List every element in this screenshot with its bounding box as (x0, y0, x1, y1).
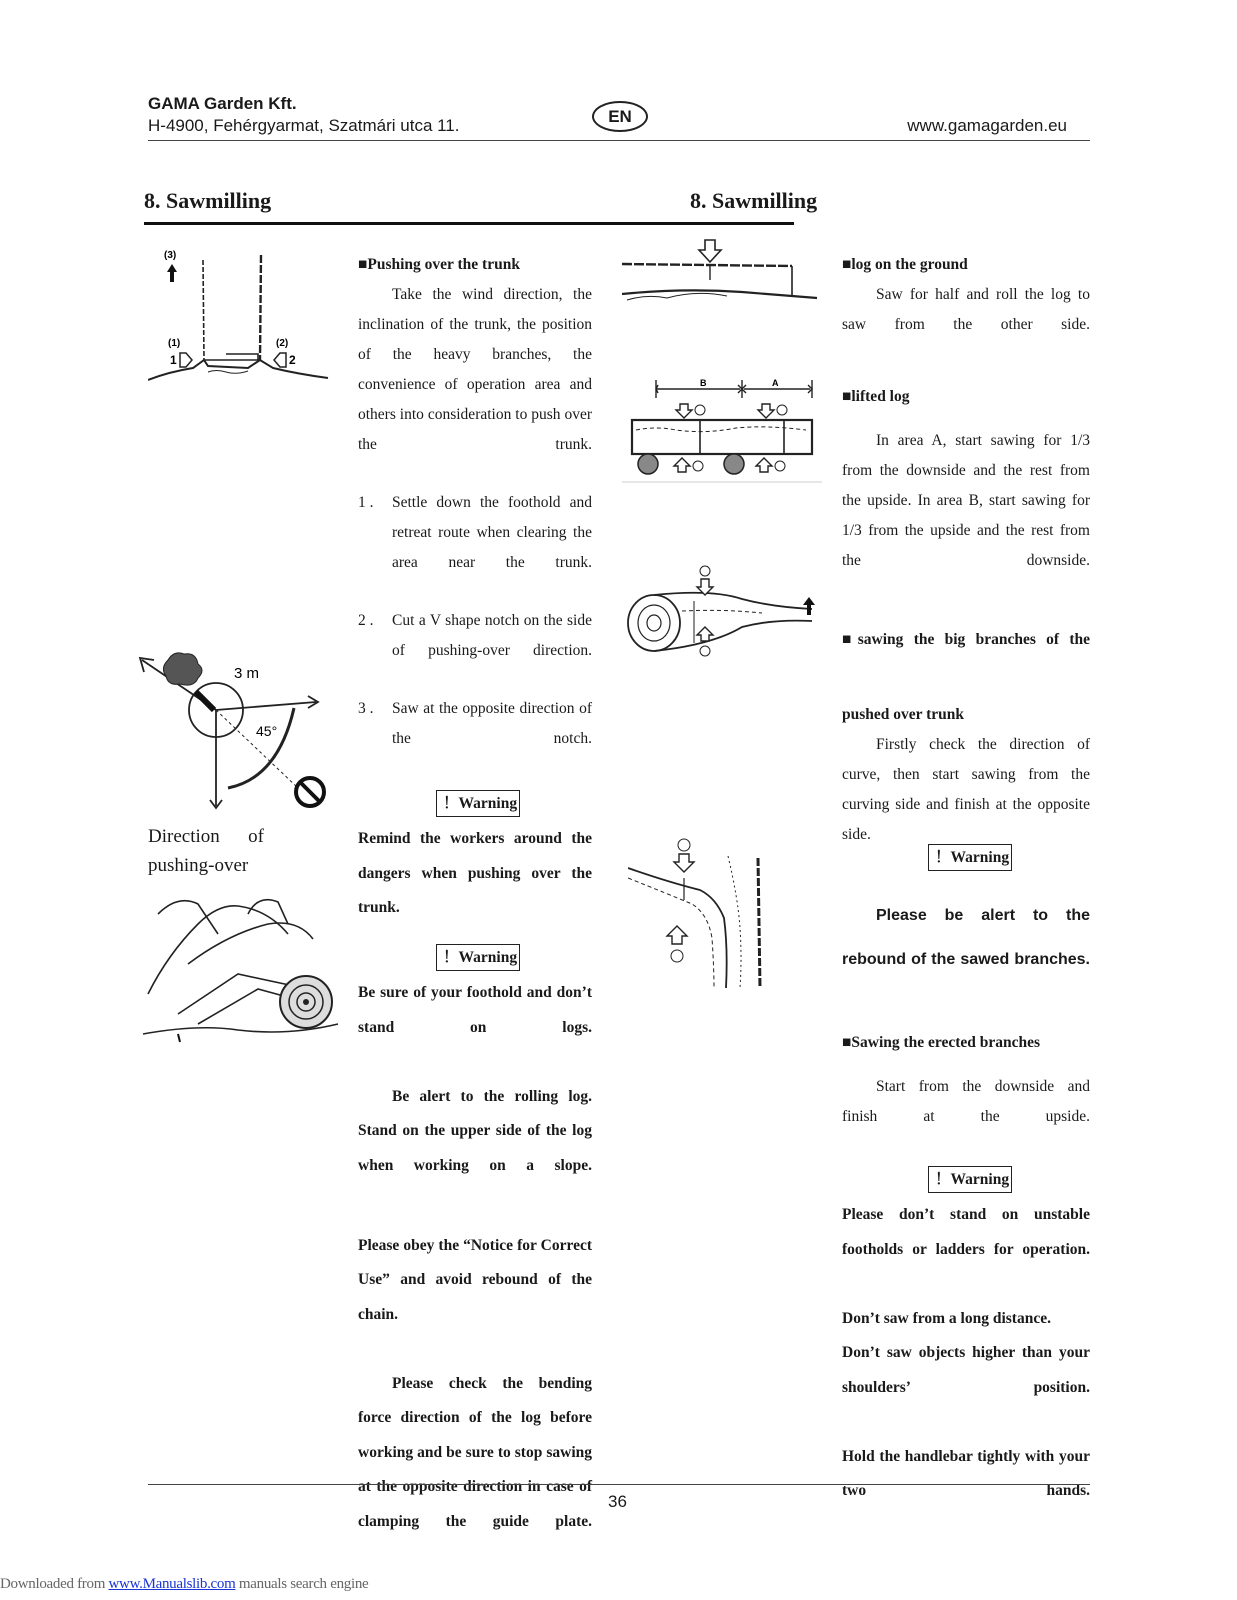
step-1-text: Settle down the foothold and retreat route when clearing the area near the trunk. (392, 494, 592, 571)
support-wheel-left-icon (638, 454, 658, 474)
tree-crown-icon (163, 653, 202, 685)
pushing-intro: Take the wind direction, the inclination of the trunk, the position of the heavy branches, the convenience of operation area and others into consideration to push over the trunk. (358, 286, 592, 453)
lifted-log-block (842, 384, 1090, 606)
warning-4-line-3: Don’t saw objects higher than your shoulders’ position. (842, 1344, 1090, 1396)
figure-caption (148, 822, 264, 880)
warning-2-foothold: Be sure of your foothold and don’t stand on logs. (358, 984, 592, 1036)
down-arrow-1-icon (676, 404, 705, 418)
trunk-num-2: 2 (289, 353, 296, 367)
warning-text-3: Please be alert to the rebound of the sawed branches. (842, 907, 1090, 968)
warning-4-line-1: Please don’t stand on unstable footholds or ladders for operation. (842, 1206, 1090, 1258)
page-number: 36 (608, 1492, 627, 1511)
erected-branch-figure (628, 838, 788, 988)
step-3-number: 3 . (358, 700, 374, 717)
chainsaw-hands-figure (138, 894, 343, 1044)
log-ground-text: Saw for half and roll the log to saw from the other side. (842, 286, 1090, 333)
step-2-text: Cut a V shape notch on the side of pushing-over direction. (392, 612, 592, 659)
step-2-number: 2 . (358, 612, 374, 629)
left-text-column (358, 252, 592, 784)
branches-heading: ■sawing the big branches of the (842, 631, 1090, 648)
arrow-down-icon (699, 240, 721, 262)
log-ground-block (842, 252, 1090, 370)
footer-divider (148, 1484, 1090, 1485)
lifted-heading: ■lifted log (842, 388, 910, 405)
saw-direction-icon (196, 692, 214, 710)
branches-text: Firstly check the direction of curve, then start sawing from the curving side and finish at the opposite side. (842, 736, 1090, 843)
warning-2-bending: Please check the bending force direction of the log before working and be sure to stop sawing at the opposite direction in case of clamping the guide plate. (358, 1374, 592, 1530)
download-notice (0, 1576, 368, 1593)
erected-heading: ■Sawing the erected branches (842, 1034, 1041, 1051)
warning-badge-1 (436, 790, 520, 817)
warning-label-4: ！Warning (928, 1166, 1012, 1193)
warning-badge-3 (928, 844, 1012, 871)
trunk-notch-figure (148, 250, 338, 390)
lifted-text: In area A, start sawing for 1/3 from the downside and the rest from the upside. In area B, start sawing for 1/3 from the upside and the rest from the downside. (842, 432, 1090, 569)
warning-text-4 (842, 1198, 1090, 1543)
warning-label-2: ！Warning (436, 944, 520, 971)
step-1 (358, 488, 592, 608)
warning-badge-2 (436, 944, 520, 971)
warning-2-rolling-log: Be alert to the rolling log. Stand on the upper side of the log when working on a slope. (358, 1087, 592, 1174)
step-3-text: Saw at the opposite direction of the notch. (392, 700, 592, 747)
bend-arrow-icon (803, 597, 815, 615)
pushing-direction-figure (138, 648, 338, 823)
trunk-num-1: 1 (170, 353, 177, 367)
area-a-label: A (772, 378, 779, 388)
log-ground-heading: ■log on the ground (842, 256, 968, 273)
up-arrow-2-icon (756, 458, 785, 472)
warning-4-line-2: Don’t saw from a long distance. (842, 1309, 1051, 1327)
area-b-label: B (700, 378, 707, 388)
header-divider (148, 140, 1090, 141)
erected-block (842, 1030, 1090, 1162)
company-name: GAMA Garden Kft. (148, 94, 297, 113)
big-branches-block (842, 618, 1090, 880)
down-arrow-2-icon (758, 404, 787, 418)
branches-heading-line2: pushed over trunk (842, 706, 965, 723)
step-1-number: 1 . (358, 494, 374, 511)
section-title-right: 8. Sawmilling (690, 188, 818, 213)
big-branch-figure (622, 565, 822, 675)
manualslib-link[interactable]: www.Manualslib.com (108, 1576, 236, 1592)
angle-label: 45° (256, 723, 278, 739)
arrow-right-icon (180, 353, 192, 367)
erected-bottom-arrow-icon (667, 926, 687, 962)
lifted-log-figure (622, 372, 822, 492)
arrow-left-icon (274, 353, 286, 367)
log-ground-figure (622, 238, 822, 308)
pushing-heading: ■Pushing over the trunk (358, 256, 520, 273)
erected-text: Start from the downside and finish at the upside. (842, 1078, 1090, 1125)
website-url: www.gamagarden.eu (907, 116, 1067, 135)
warning-2-notice: Please obey the “Notice for Correct Use” and avoid rebound of the chain. (358, 1236, 592, 1323)
download-suffix: manuals search engine (235, 1576, 369, 1592)
company-address: H-4900, Fehérgyarmat, Szatmári utca 11. (148, 116, 460, 135)
pushing-heading-text: Pushing over the trunk (367, 256, 520, 273)
step-3 (358, 694, 592, 784)
download-prefix: Downloaded from (0, 1576, 109, 1592)
step-2 (358, 606, 592, 696)
prohibited-icon (296, 778, 324, 806)
warning-text-1: Remind the workers around the dangers when pushing over the trunk. (358, 830, 592, 916)
branches-heading-line1: sawing the big branches of the (857, 631, 1090, 648)
bottom-cut-arrow-icon (697, 627, 713, 656)
erected-top-arrow-icon (674, 839, 694, 872)
title-divider (144, 222, 794, 225)
arrow-up-icon (167, 264, 177, 282)
lifted-heading-text: lifted log (851, 388, 910, 405)
trunk-label-3: (3) (164, 250, 177, 261)
distance-label: 3 m (234, 665, 260, 682)
trunk-label-2: (2) (276, 338, 289, 349)
warning-label-3: ！Warning (928, 844, 1012, 871)
warning-4-line-4: Hold the handlebar tightly with your two hands. (842, 1447, 1090, 1499)
language-badge: EN (592, 101, 648, 132)
warning-label-1: ！Warning (436, 790, 520, 817)
support-wheel-right-icon (724, 454, 744, 474)
trunk-label-1: (1) (168, 338, 181, 349)
top-cut-arrow-icon (697, 566, 713, 595)
log-ground-heading-text: log on the ground (851, 256, 968, 273)
up-arrow-1-icon (674, 458, 703, 472)
section-title-left: 8. Sawmilling (144, 188, 272, 213)
figure-caption-text: Direction of pushing-over (148, 826, 264, 876)
warning-badge-4 (928, 1166, 1012, 1193)
log-end-icon (280, 976, 332, 1028)
erected-heading-text: Sawing the erected branches (851, 1034, 1041, 1051)
